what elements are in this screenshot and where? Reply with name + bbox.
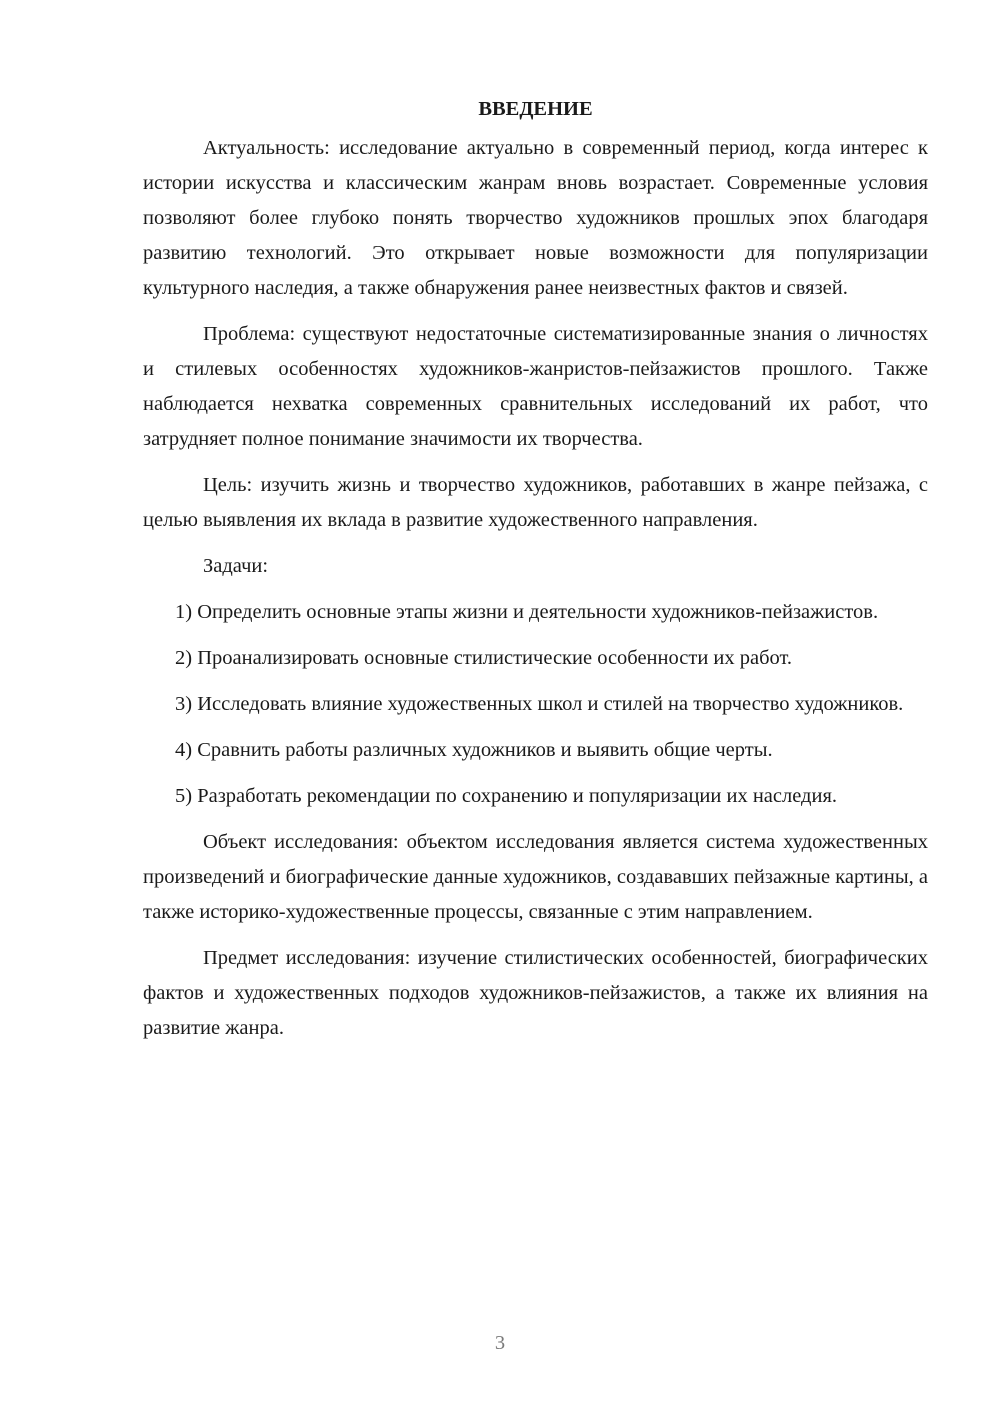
paragraph-relevance: Актуальность: исследование актуально в современный период, когда интерес к истории искусства и классическим жанрам вновь возрастает. Современные условия позволяют более глубоко понять творчество художников прошлых эпох благодаря развитию технологий. Это открывает новые возможности для популяризации культурного наследия, а также обнаружения ранее неизвестных фактов и связей. — [143, 137, 928, 299]
page-number: 3 — [494, 1332, 506, 1354]
paragraph-subject: Предмет исследования: изучение стилистических особенностей, биографических фактов и художественных подходов художников-пейзажистов, а также их влияния на развитие жанра. — [143, 947, 928, 1039]
list-item: 4) Сравнить работы различных художников и выявить общие черты. — [175, 739, 773, 761]
list-item: 1) Определить основные этапы жизни и деятельности художников-пейзажистов. — [175, 601, 879, 623]
tasks-list — [143, 595, 928, 814]
list-item: 3) Исследовать влияние художественных школ и стилей на творчество художников. — [175, 693, 904, 715]
paragraph-object: Объект исследования: объектом исследования является система художественных произведений и биографические данные художников, создававших пейзажные картины, а также историко-художественные процессы, связанные с этим направлением. — [143, 831, 928, 923]
list-item: 5) Разработать рекомендации по сохранению и популяризации их наследия. — [175, 785, 838, 807]
paragraph-problem: Проблема: существуют недостаточные систематизированные знания о личностях и стилевых особенностях художников-жанристов-пейзажистов прошлого. Также наблюдается нехватка современных сравнительных исследований их работ, что затрудняет полное понимание значимости их творчества. — [143, 323, 928, 450]
document-page — [143, 92, 928, 1057]
list-item: 2) Проанализировать основные стилистические особенности их работ. — [175, 647, 793, 669]
tasks-heading: Задачи: — [203, 555, 269, 577]
section-title: ВВЕДЕНИЕ — [478, 98, 593, 120]
paragraph-goal: Цель: изучить жизнь и творчество художников, работавших в жанре пейзажа, с целью выявления их вклада в развитие художественного направления. — [143, 474, 928, 531]
